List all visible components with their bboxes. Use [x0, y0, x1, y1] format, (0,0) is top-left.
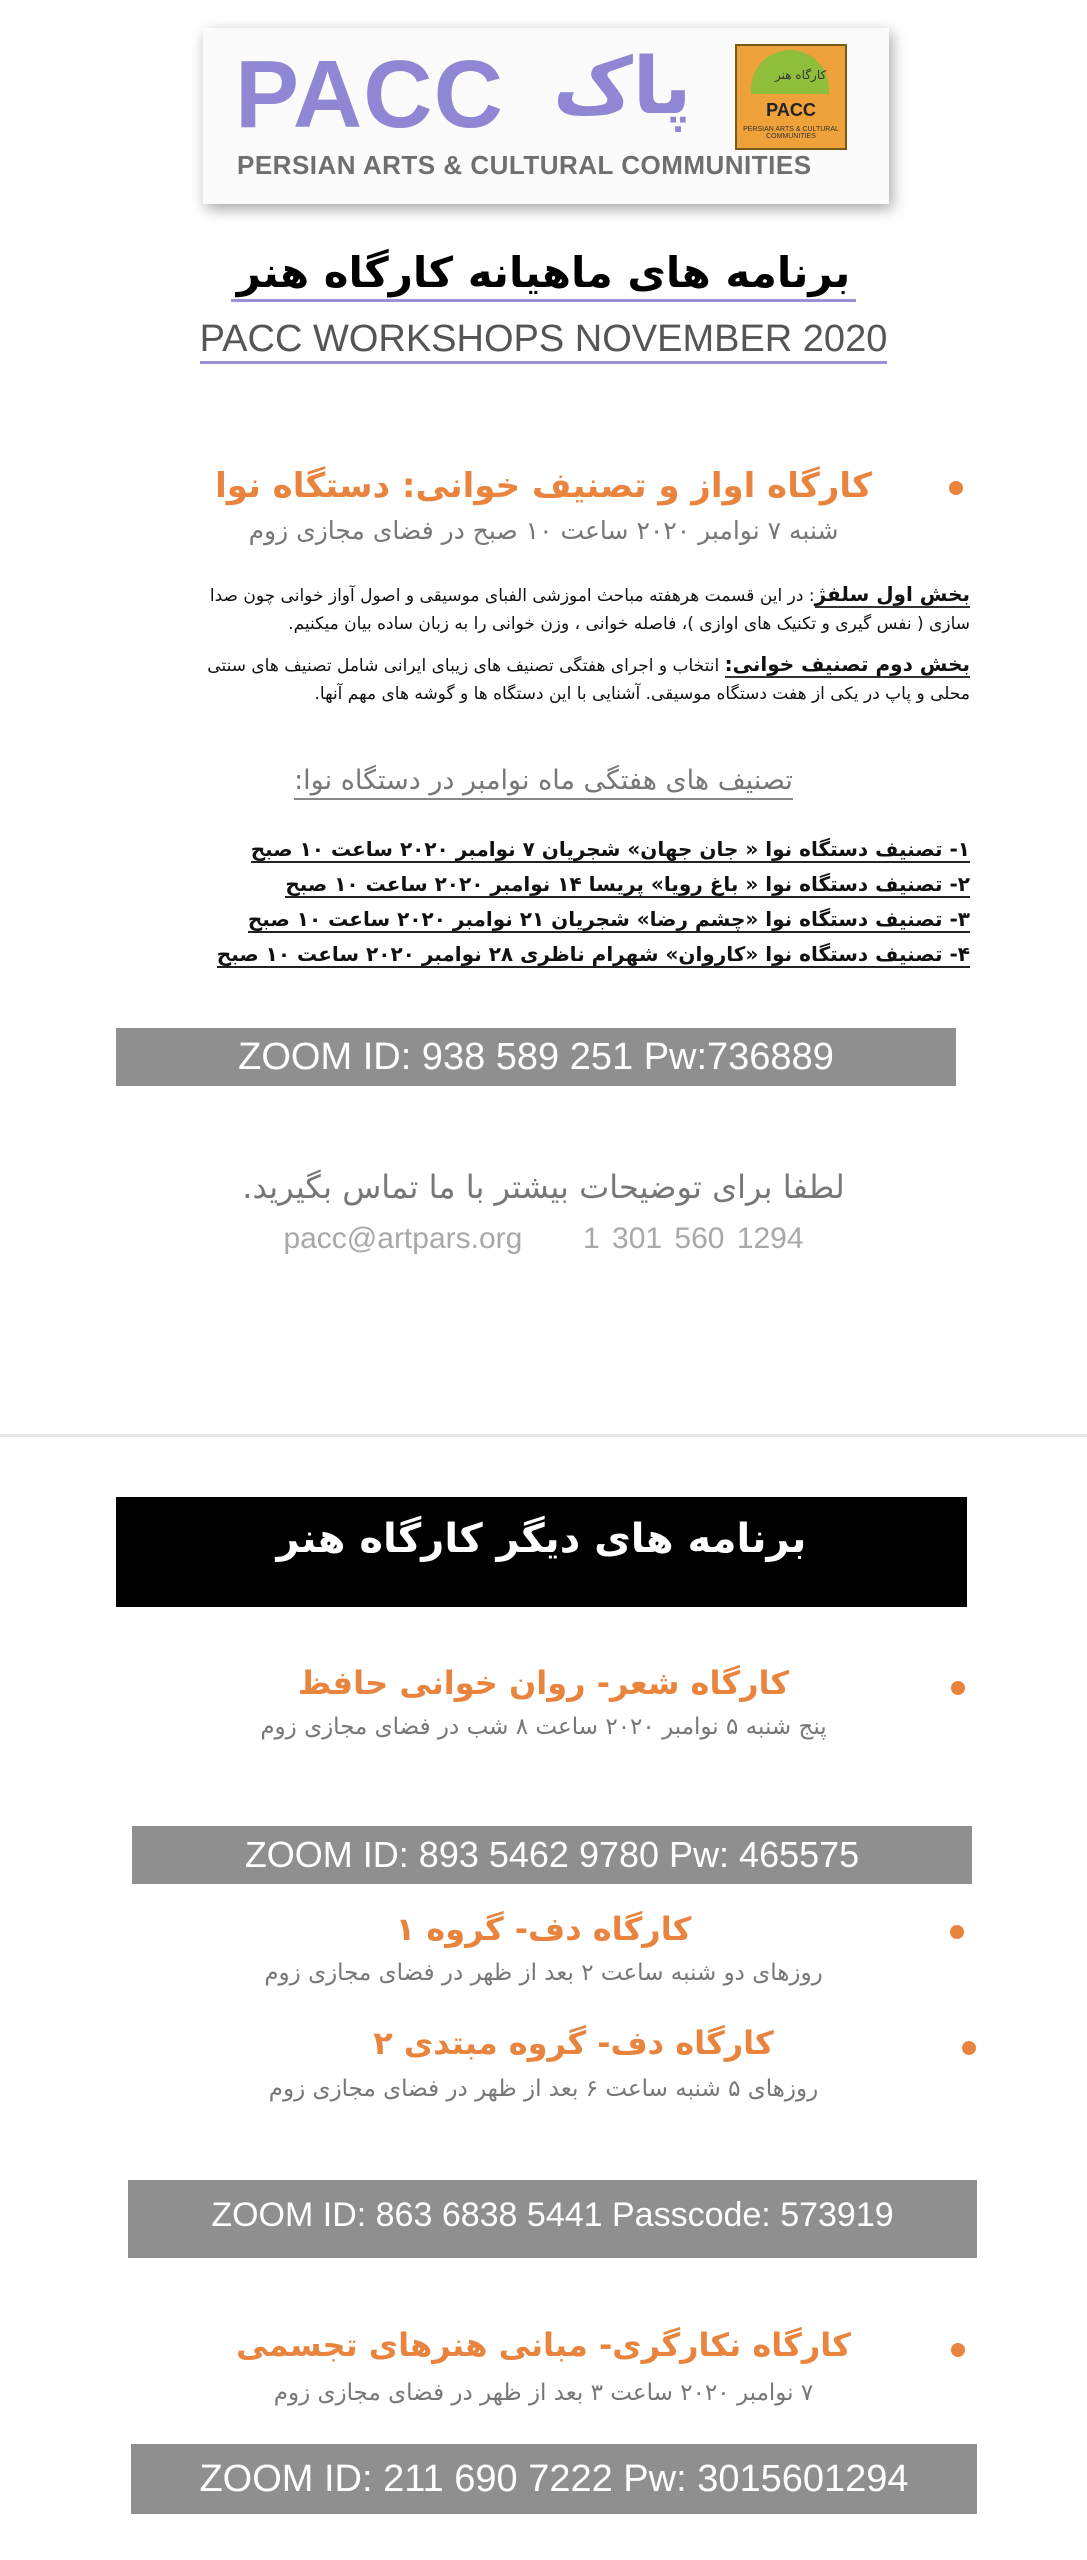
- zoom-info-daf: ZOOM ID: 863 6838 5441 Passcode: 573919: [128, 2180, 977, 2258]
- workshop-vocal-part1: [90, 580, 970, 638]
- pacc-logo: [203, 28, 889, 204]
- song-item: ۱- تصنیف دستگاه نوا « جان جهان» شجریان ۷ نوامبر ۲۰۲۰ ساعت ۱۰ صبح: [250, 837, 970, 861]
- workshop-daf2-title: کارگاه دف- گروه مبتدی ۲: [373, 2024, 774, 2062]
- other-programs-banner: برنامه های دیگر کارگاه هنر: [116, 1497, 967, 1607]
- workshop-painting-schedule: ۷ نوامبر ۲۰۲۰ ساعت ۳ بعد از ظهر در فضای مجازی زوم: [273, 2380, 814, 2406]
- logo-emblem-icon: [735, 44, 847, 150]
- zoom-info-vocal: ZOOM ID: 938 589 251 Pw:736889: [116, 1028, 956, 1086]
- song-item: ۴- تصنیف دستگاه نوا «کاروان» شهرام ناظری ۲۸ نوامبر ۲۰۲۰ ساعت ۱۰ صبح: [216, 942, 970, 966]
- workshop-daf1-title: کارگاه دف- گروه ۱: [395, 1910, 692, 1948]
- zoom-info-painting: ZOOM ID: 211 690 7222 Pw: 3015601294: [131, 2444, 977, 2514]
- emblem-label-latin: PACC: [766, 100, 816, 120]
- emblem-label-farsi: کارگاه هنر: [775, 68, 827, 82]
- workshop-daf1-schedule: روزهای دو شنبه ساعت ۲ بعد از ظهر در فضای مجازی زوم: [264, 1960, 823, 1986]
- logo-pacc-latin: PACC: [235, 41, 504, 148]
- workshop-daf2-schedule: روزهای ۵ شنبه ساعت ۶ بعد از ظهر در فضای مجازی زوم: [268, 2076, 819, 2102]
- zoom-info-poetry: ZOOM ID: 893 5462 9780 Pw: 465575: [132, 1826, 972, 1884]
- song-item: ۲- تصنیف دستگاه نوا « باغ رویا» پریسا ۱۴ نوامبر ۲۰۲۰ ساعت ۱۰ صبح: [285, 872, 970, 896]
- part2-text-a: انتخاب و اجرای هفتگی تصنیف های زیبای ایرانی شامل تصنیف های سنتی: [207, 656, 725, 676]
- workshop-poetry-title: کارگاه شعر- روان خوانی حافظ: [297, 1664, 790, 1702]
- contact-email[interactable]: pacc@artpars.org: [283, 1222, 523, 1255]
- section-divider: [0, 1434, 1087, 1437]
- page-title-farsi-text: برنامه های ماهیانه کارگاه هنر: [231, 248, 857, 302]
- workshop-vocal-schedule: شنبه ۷ نوامبر ۲۰۲۰ ساعت ۱۰ صبح در فضای مجازی زوم: [248, 516, 839, 545]
- songs-heading: [0, 765, 1087, 796]
- part2-text-b: محلی و پاپ در یکی از هفت دستگاه موسیقی. آشنایی با این دستگاه ها و گوشه های مهم آنها.: [314, 684, 970, 704]
- contact-text: لطفا برای توضیحات بیشتر با ما تماس بگیرید.: [242, 1168, 845, 1206]
- part1-label: بخش اول سلفژ: [814, 582, 970, 606]
- part2-label: بخش دوم تصنیف خوانی:: [724, 652, 970, 676]
- workshop-poetry-schedule: پنج شنبه ۵ نوامبر ۲۰۲۰ ساعت ۸ شب در فضای مجازی زوم: [260, 1714, 827, 1740]
- page-title-english-text: PACC WORKSHOPS NOVEMBER 2020: [200, 318, 888, 364]
- workshop-vocal-title: کارگاه اواز و تصنیف خوانی: دستگاه نوا: [215, 466, 872, 506]
- song-item: ۳- تصنیف دستگاه نوا «چشم رضا» شجریان ۲۱ نوامبر ۲۰۲۰ ساعت ۱۰ صبح: [247, 907, 970, 931]
- page-title-english: [0, 318, 1087, 361]
- workshop-vocal-part2: [90, 650, 970, 708]
- part1-text-a: : در این قسمت هرهفته مباحث اموزشی الفبای موسیقی و اصول آواز خوانی چون صدا: [209, 586, 815, 606]
- contact-line: [0, 1222, 1087, 1256]
- part1-text-b: سازی ( نفس گیری و تکنیک های اوازی )، فاصله خوانی ، وزن خوانی را به زبان ساده بیان میکنیم.: [288, 614, 970, 634]
- logo-pacc-farsi: پاک: [553, 42, 692, 132]
- logo-subtitle: PERSIAN ARTS & CULTURAL COMMUNITIES: [237, 150, 812, 180]
- page-title-farsi: [0, 248, 1087, 297]
- contact-phone[interactable]: 1 301 560 1294: [583, 1222, 804, 1255]
- emblem-label-sub: PERSIAN ARTS & CULTURAL COMMUNITIES: [743, 126, 839, 140]
- songs-heading-text: تصنیف های هفتگی ماه نوامبر در دستگاه نوا:: [294, 765, 793, 800]
- workshop-painting-title: کارگاه نکارگری- مبانی هنرهای تجسمی: [236, 2326, 851, 2364]
